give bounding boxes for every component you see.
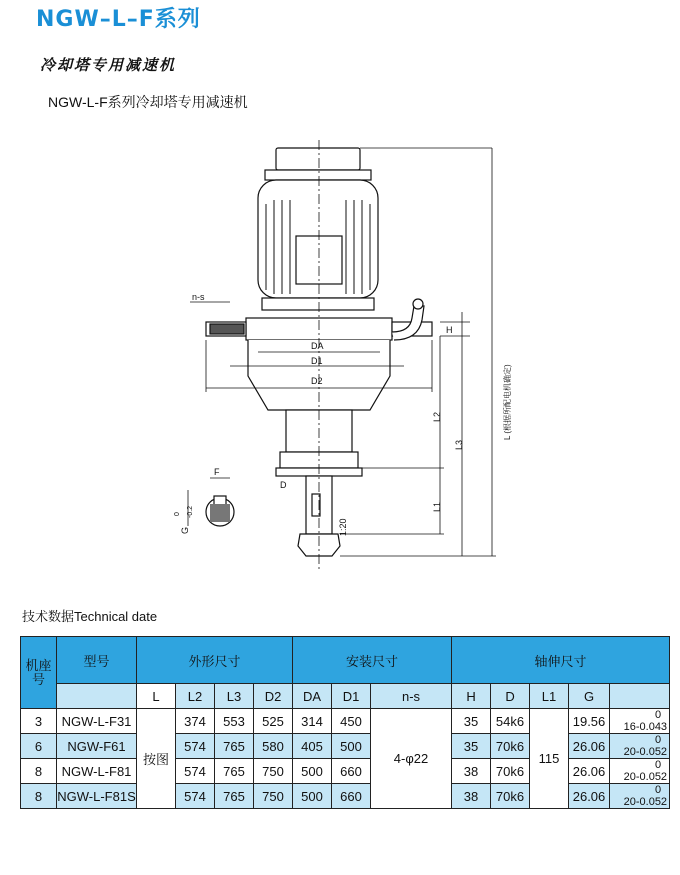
tol-bot: 20-0.052	[623, 745, 668, 758]
label-ns: n-s	[192, 292, 205, 302]
label-D: D	[280, 480, 287, 490]
cell-DA: 405	[293, 734, 332, 759]
label-L-note: L (根据所配电机确定)	[503, 364, 512, 440]
motor-cap	[276, 148, 360, 170]
cell-H: 35	[452, 709, 491, 734]
cell-D2: 580	[254, 734, 293, 759]
subtitle-chinese: 冷却塔专用减速机	[40, 56, 177, 74]
cell-D: 70k6	[491, 784, 530, 809]
sub-L: L	[137, 684, 176, 709]
label-D1: D1	[311, 356, 323, 366]
label-F: F	[214, 467, 220, 477]
cell-ns-merged: 4-φ22	[371, 709, 452, 809]
table-row	[21, 709, 670, 734]
table-row	[21, 734, 670, 759]
table-row	[21, 759, 670, 784]
label-D2: D2	[311, 376, 323, 386]
cell-seat: 3	[21, 709, 57, 734]
sub-L1: L1	[530, 684, 569, 709]
tol-top: 0	[654, 758, 662, 771]
cell-D2: 750	[254, 759, 293, 784]
label-taper: 1:20	[338, 518, 348, 536]
cell-L2: 574	[176, 759, 215, 784]
cell-D: 54k6	[491, 709, 530, 734]
sub-D1: D1	[332, 684, 371, 709]
header-install: 安装尺寸	[293, 637, 452, 684]
tol-bot: 20-0.052	[623, 795, 668, 808]
sub-D: D	[491, 684, 530, 709]
cell-L2: 574	[176, 734, 215, 759]
cell-H: 38	[452, 759, 491, 784]
cell-L3: 765	[215, 759, 254, 784]
sub-L2: L2	[176, 684, 215, 709]
sub-L3: L3	[215, 684, 254, 709]
page-title: NGW–L–F系列	[36, 7, 201, 32]
cell-L2: 574	[176, 784, 215, 809]
cell-seat: 8	[21, 759, 57, 784]
sub-G: G	[569, 684, 610, 709]
label-G-tol-top: 0	[174, 512, 181, 516]
tol-top: 0	[654, 708, 662, 721]
cell-tolerance	[610, 709, 670, 734]
cell-tolerance	[610, 759, 670, 784]
cell-L3: 553	[215, 709, 254, 734]
cell-model: NGW-L-F81S	[57, 784, 137, 809]
label-L3: L3	[454, 439, 464, 450]
header-row-1	[21, 637, 670, 684]
header-outer: 外形尺寸	[137, 637, 293, 684]
header-seat: 机座号	[21, 637, 57, 709]
cell-L-merged: 按图	[137, 709, 176, 809]
cell-G: 26.06	[569, 734, 610, 759]
cell-model: NGW-F61	[57, 734, 137, 759]
cell-D1: 450	[332, 709, 371, 734]
table-caption: 技术数据Technical date	[22, 609, 158, 624]
sub-DA: DA	[293, 684, 332, 709]
cell-H: 35	[452, 734, 491, 759]
cell-D1: 660	[332, 759, 371, 784]
cell-tolerance	[610, 734, 670, 759]
flange-hatch	[210, 324, 244, 334]
technical-data-table	[20, 636, 670, 809]
label-DA: DA	[311, 341, 324, 351]
header-row-2	[21, 684, 670, 709]
header-model-blank	[57, 684, 137, 709]
cell-L3: 765	[215, 784, 254, 809]
cell-D2: 525	[254, 709, 293, 734]
cell-tolerance	[610, 784, 670, 809]
cell-H: 38	[452, 784, 491, 809]
sub-H: H	[452, 684, 491, 709]
subtitle-full: NGW-L-F系列冷却塔专用减速机	[48, 94, 248, 110]
sub-D2: D2	[254, 684, 293, 709]
header-shaft: 轴伸尺寸	[452, 637, 670, 684]
cell-seat: 6	[21, 734, 57, 759]
cell-G: 26.06	[569, 784, 610, 809]
label-L2: L2	[432, 411, 442, 422]
tol-top: 0	[654, 733, 662, 746]
cell-L2: 374	[176, 709, 215, 734]
keyway-section	[188, 478, 234, 526]
cell-DA: 500	[293, 784, 332, 809]
header-model: 型号	[57, 637, 137, 684]
cell-seat: 8	[21, 784, 57, 809]
cell-DA: 314	[293, 709, 332, 734]
label-G: G	[180, 526, 190, 534]
tol-bot: 20-0.052	[623, 770, 668, 783]
cell-D: 70k6	[491, 759, 530, 784]
label-L1: L1	[432, 501, 442, 512]
cell-D2: 750	[254, 784, 293, 809]
cell-L3: 765	[215, 734, 254, 759]
cell-D1: 500	[332, 734, 371, 759]
tol-bot: 16-0.043	[623, 720, 668, 733]
cell-D1: 660	[332, 784, 371, 809]
label-G-tol-bot: -0.2	[187, 505, 194, 518]
tol-top: 0	[654, 783, 662, 796]
sub-ns: n-s	[371, 684, 452, 709]
table-row	[21, 784, 670, 809]
cell-DA: 500	[293, 759, 332, 784]
cell-G: 19.56	[569, 709, 610, 734]
cell-G: 26.06	[569, 759, 610, 784]
label-H: H	[446, 325, 453, 335]
cell-D: 70k6	[491, 734, 530, 759]
cell-model: NGW-L-F81	[57, 759, 137, 784]
cell-model: NGW-L-F31	[57, 709, 137, 734]
sub-tol	[610, 684, 670, 709]
cell-L1-merged: 115	[530, 709, 569, 809]
